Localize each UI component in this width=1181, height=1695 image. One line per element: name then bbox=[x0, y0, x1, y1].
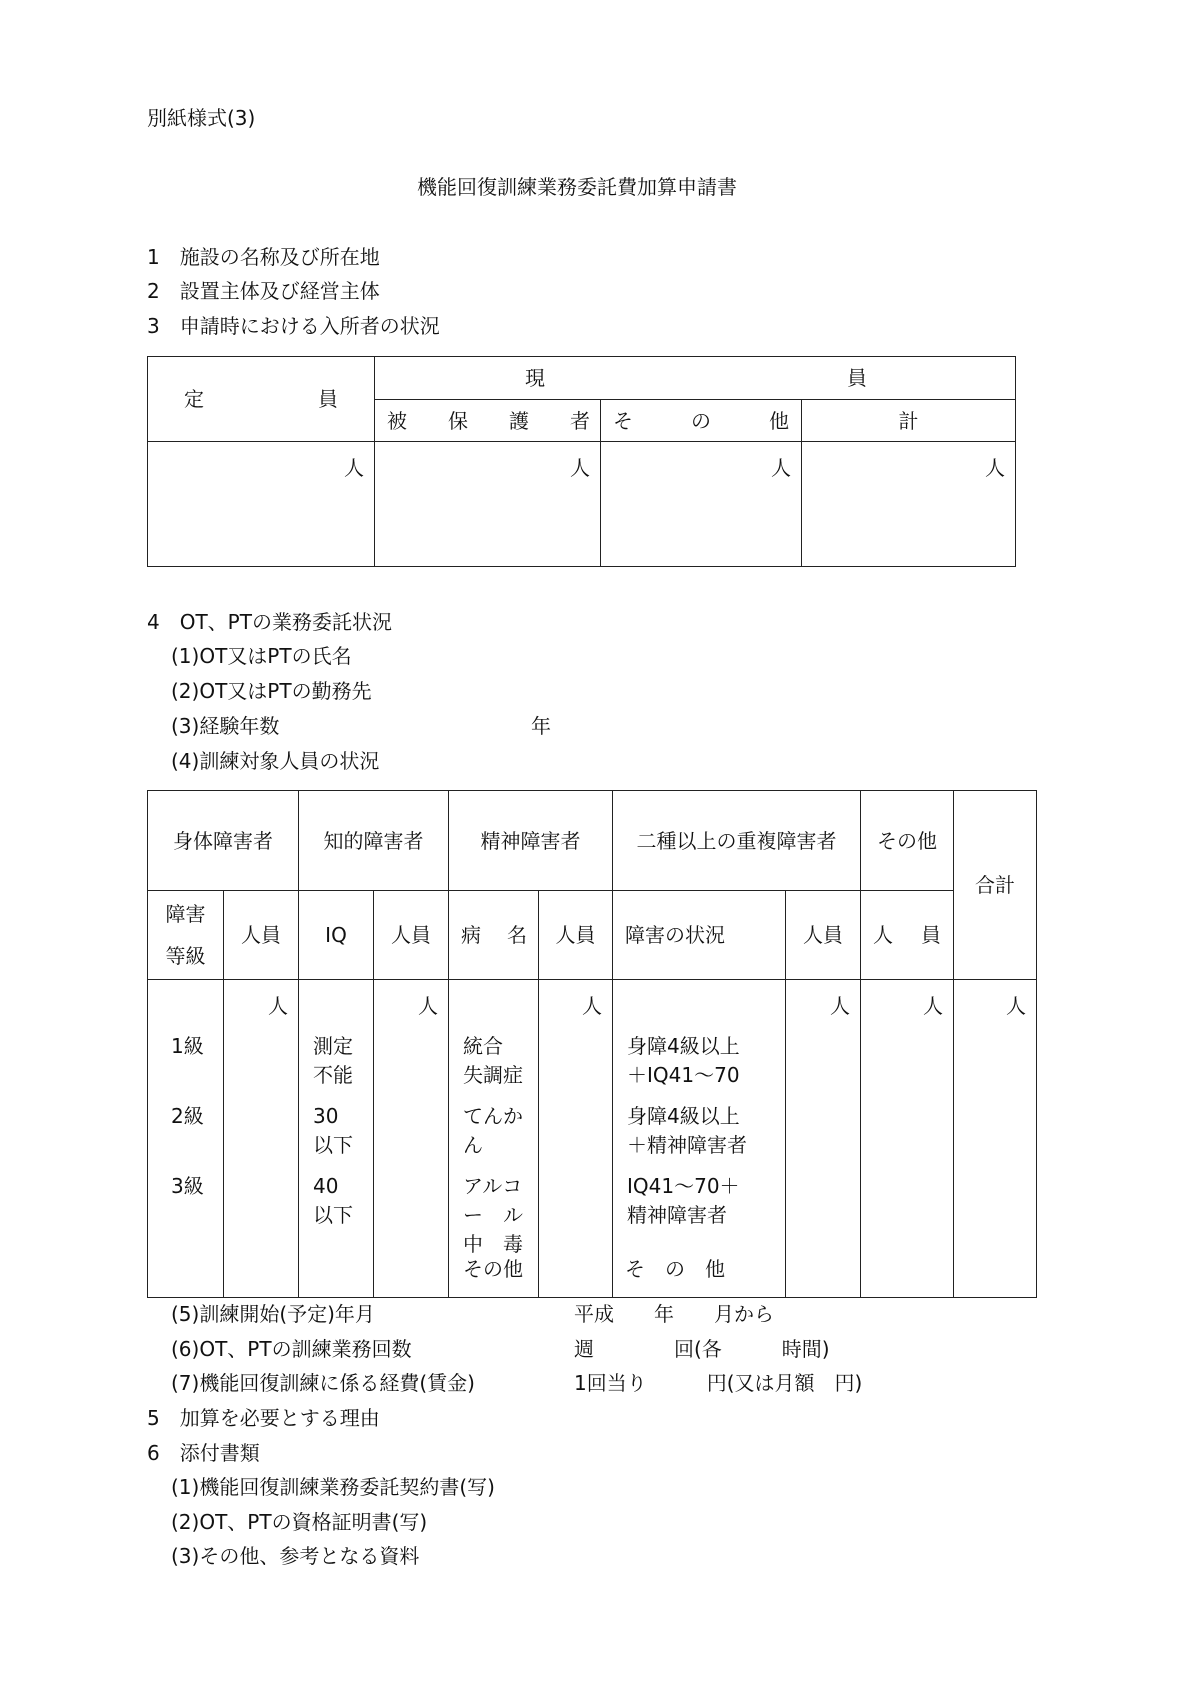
section-4-5-value: 平成 年 月から bbox=[574, 1302, 774, 1326]
kei-cell[interactable]: 人 bbox=[802, 442, 1016, 567]
section-3: 3 申請時における入所者の状況 bbox=[147, 314, 440, 338]
header-genin: 現 員 bbox=[375, 357, 1016, 400]
header-nishu: 二種以上の重複障害者 bbox=[613, 791, 861, 891]
form-label: 別紙様式(3) bbox=[147, 106, 256, 130]
section-6-2: (2)OT、PTの資格証明書(写) bbox=[171, 1510, 428, 1534]
header-joukyou: 障害の状況 bbox=[613, 891, 786, 980]
header-kei: 計 bbox=[802, 400, 1016, 442]
section-1: 1 施設の名称及び所在地 bbox=[147, 245, 380, 269]
header-shintai: 身体障害者 bbox=[148, 791, 299, 891]
shintai-jinin-cell[interactable]: 人 bbox=[224, 980, 299, 1298]
section-4-6-value: 週 回(各 時間) bbox=[574, 1337, 830, 1361]
section-6-3: (3)その他、参考となる資料 bbox=[171, 1544, 420, 1568]
section-4-6: (6)OT、PTの訓練業務回数 bbox=[171, 1337, 412, 1361]
chiteki-jinin-cell[interactable]: 人 bbox=[374, 980, 449, 1298]
header-chiteki: 知的障害者 bbox=[299, 791, 449, 891]
condition-cell: 身障4級以上 ＋IQ41～70 身障4級以上 ＋精神障害者 IQ41～70＋ 精神障害者 そ の 他 bbox=[613, 980, 786, 1298]
header-chiteki-jinin: 人員 bbox=[374, 891, 449, 980]
header-shintai-jinin: 人員 bbox=[224, 891, 299, 980]
section-4-7-value: 1回当り 円(又は月額 円) bbox=[574, 1371, 863, 1395]
section-4-4: (4)訓練対象人員の状況 bbox=[171, 749, 380, 773]
section-4-5: (5)訓練開始(予定)年月 bbox=[171, 1302, 375, 1326]
training-target-table bbox=[147, 790, 1037, 1298]
section-4-7: (7)機能回復訓練に係る経費(賃金) bbox=[171, 1371, 475, 1395]
sonota-jinin-cell[interactable]: 人 bbox=[861, 980, 954, 1298]
header-seishin: 精神障害者 bbox=[449, 791, 613, 891]
section-2: 2 設置主体及び経営主体 bbox=[147, 279, 380, 303]
sonota-cell[interactable]: 人 bbox=[601, 442, 802, 567]
header-sonota: そ の 他 bbox=[601, 400, 802, 442]
section-4: 4 OT、PTの業務委託状況 bbox=[147, 610, 392, 634]
header-shougai-toukyu: 障害 等級 bbox=[148, 891, 224, 980]
disease-cell: 統合 失調症 てんか ん アルコ ー ル 中 毒 その他 bbox=[449, 980, 539, 1298]
header-teiin: 定 員 bbox=[148, 357, 375, 442]
header-gokei: 合計 bbox=[954, 791, 1037, 980]
teiin-cell[interactable]: 人 bbox=[148, 442, 375, 567]
seishin-jinin-cell[interactable]: 人 bbox=[539, 980, 613, 1298]
header-iq: IQ bbox=[299, 891, 374, 980]
section-4-2: (2)OT又はPTの勤務先 bbox=[171, 679, 372, 703]
header-sonota: その他 bbox=[861, 791, 954, 891]
iq-cell: 測定 不能 30 以下 40 以下 bbox=[299, 980, 374, 1298]
header-seishin-jinin: 人員 bbox=[539, 891, 613, 980]
header-byoumei: 病 名 bbox=[449, 891, 539, 980]
hihogo-cell[interactable]: 人 bbox=[375, 442, 601, 567]
nishu-jinin-cell[interactable]: 人 bbox=[786, 980, 861, 1298]
gokei-cell[interactable]: 人 bbox=[954, 980, 1037, 1298]
section-4-3: (3)経験年数 bbox=[171, 714, 280, 738]
section-4-3-unit: 年 bbox=[531, 714, 551, 738]
residents-table bbox=[147, 356, 1016, 567]
header-nishu-jinin: 人員 bbox=[786, 891, 861, 980]
grade-cell: 1級 2級 3級 bbox=[148, 980, 224, 1298]
section-5: 5 加算を必要とする理由 bbox=[147, 1406, 380, 1430]
section-6: 6 添付書類 bbox=[147, 1441, 260, 1465]
header-hihogo: 被 保 護 者 bbox=[375, 400, 601, 442]
header-sonota-jinin: 人 員 bbox=[861, 891, 954, 980]
section-6-1: (1)機能回復訓練業務委託契約書(写) bbox=[171, 1475, 495, 1499]
section-4-1: (1)OT又はPTの氏名 bbox=[171, 644, 352, 668]
page-title: 機能回復訓練業務委託費加算申請書 bbox=[417, 175, 737, 199]
